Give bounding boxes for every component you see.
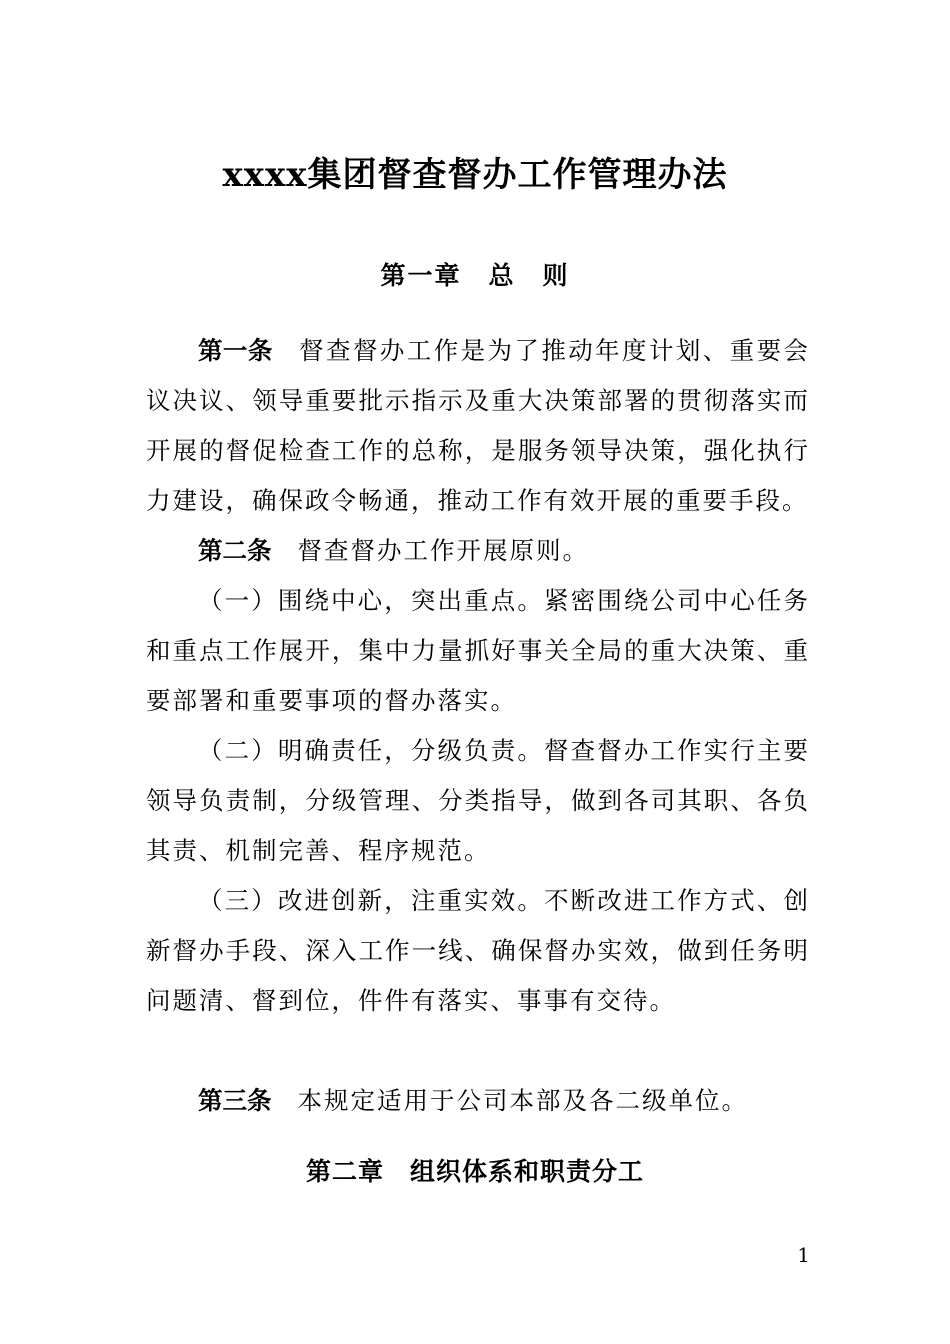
article-3-label: 第三条: [198, 1086, 272, 1115]
principle-3: （三）改进创新，注重实效。不断改进工作方式、创新督办手段、深入工作一线、确保督办实效，做到任务明问题清、督到位，件件有落实、事事有交待。: [146, 886, 810, 1015]
article-1-label: 第一条: [198, 336, 273, 365]
article-3-text: 本规定适用于公司本部及各二级单位。: [297, 1086, 748, 1115]
document-title: xxxx集团督查督办工作管理办法: [222, 155, 728, 195]
page-number: 1: [797, 1243, 810, 1267]
article-3: [146, 1076, 810, 1126]
principle-2: （二）明确责任，分级负责。督查督办工作实行主要领导负责制，分级管理、分类指导，做到各司其职、各负其责、机制完善、程序规范。: [146, 736, 810, 865]
article-2-text: 督查督办工作开展原则。: [297, 536, 589, 565]
body-section-2: [146, 1076, 810, 1126]
chapter-1-heading: 第一章 总 则: [380, 261, 570, 290]
principle-1: （一）围绕中心，突出重点。紧密围绕公司中心任务和重点工作展开，集中力量抓好事关全局的重大决策、重要部署和重要事项的督办落实。: [146, 586, 810, 715]
article-2: [146, 526, 810, 576]
article-1-text: 督查督办工作是为了推动年度计划、重要会议决议、领导重要批示指示及重大决策部署的贯彻落实而开展的督促检查工作的总称，是服务领导决策，强化执行力建设，确保政令畅通，推动工作有效开展的重要手段。: [146, 336, 811, 515]
body-section-1: [146, 326, 810, 1026]
chapter-2-heading: 第二章 组织体系和职责分工: [305, 1157, 644, 1186]
article-1: [146, 326, 810, 526]
article-2-label: 第二条: [198, 536, 272, 565]
